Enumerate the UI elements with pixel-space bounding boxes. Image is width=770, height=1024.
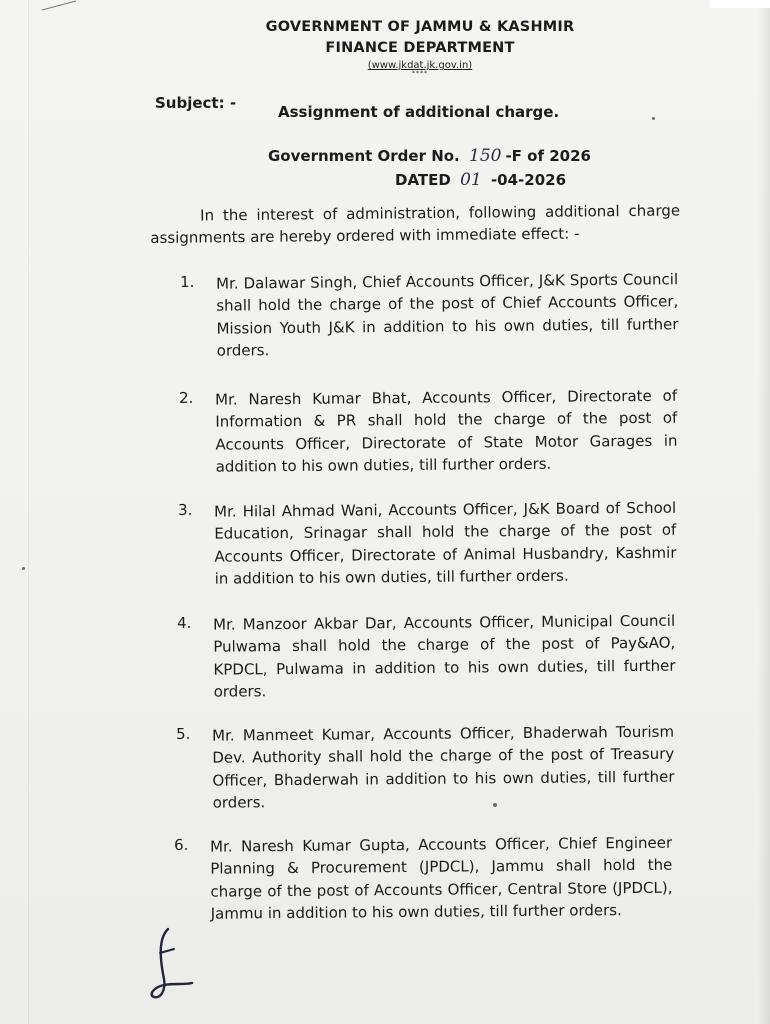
subject-label: Subject: - bbox=[155, 94, 237, 112]
paper-speck bbox=[652, 117, 655, 120]
item-text: Mr. Hilal Ahmad Wani, Accounts Officer, J&K Board of School Education, Srinagar shall hold the charge of the post of Accounts Officer, Directorate of Animal Husbandry, Kashmir in addition to his own duties, till further orders. bbox=[214, 498, 677, 588]
page-corner bbox=[710, 0, 770, 8]
dated-label: DATED bbox=[395, 171, 451, 189]
order-day-handwritten: 01 bbox=[460, 170, 482, 190]
subject-text: Assignment of additional charge. bbox=[278, 103, 560, 121]
pen-mark-icon bbox=[40, 0, 80, 12]
item-number: 3. bbox=[178, 500, 193, 519]
paper-fold-line bbox=[28, 0, 29, 1024]
order-number-handwritten: 150 bbox=[469, 146, 502, 166]
order-date-line bbox=[395, 170, 566, 190]
header-department: FINANCE DEPARTMENT bbox=[325, 40, 515, 56]
order-number-line bbox=[268, 146, 591, 166]
item-number: 5. bbox=[176, 724, 191, 743]
signature-initial-icon bbox=[140, 925, 200, 1005]
page-edge-shadow bbox=[758, 0, 770, 1024]
date-suffix: -04-2026 bbox=[490, 171, 567, 189]
item-text: Mr. Naresh Kumar Gupta, Accounts Officer, Chief Engineer Planning & Procurement (JPDCL), Jammu shall hold the charge of the post of Accounts Officer, Central Store (JPDCL), Jammu in addition to his own duties, till further orders. bbox=[210, 833, 673, 923]
item-text: Mr. Dalawar Singh, Chief Accounts Officer, J&K Sports Council shall hold the charge of the post of Chief Accounts Officer, Mission Youth J&K in addition to his own duties, till further orders. bbox=[216, 270, 679, 360]
item-text: Mr. Manzoor Akbar Dar, Accounts Officer, Municipal Council Pulwama shall hold the charge of the post of Pay&AO, KPDCL, Pulwama in addition to his own duties, till further orders. bbox=[213, 611, 676, 701]
item-number: 6. bbox=[174, 835, 189, 854]
intro-paragraph: In the interest of administration, following additional charge assignments are hereby ordered with immediate effect: - bbox=[150, 201, 681, 247]
item-number: 4. bbox=[177, 613, 192, 632]
order-prefix: Government Order No. bbox=[268, 147, 460, 165]
item-text: Mr. Naresh Kumar Bhat, Accounts Officer, Directorate of Information & PR shall hold the charge of the post of Accounts Officer, Directorate of State Motor Garages in addition to his own duties, till further orders. bbox=[215, 386, 678, 476]
item-number: 1. bbox=[180, 272, 195, 291]
paper-speck bbox=[493, 803, 497, 807]
header-website: (www.jkdat.jk.gov.in) bbox=[367, 60, 473, 71]
item-number: 2. bbox=[179, 388, 194, 407]
header-stars: **** bbox=[412, 70, 428, 77]
header-government: GOVERNMENT OF JAMMU & KASHMIR bbox=[265, 19, 575, 35]
item-text: Mr. Manmeet Kumar, Accounts Officer, Bhaderwah Tourism Dev. Authority shall hold the charge of the post of Treasury Officer, Bhaderwah in addition to his own duties, till further orders. bbox=[212, 722, 675, 812]
order-suffix: -F of 2026 bbox=[505, 147, 591, 165]
paper-speck bbox=[22, 567, 25, 570]
